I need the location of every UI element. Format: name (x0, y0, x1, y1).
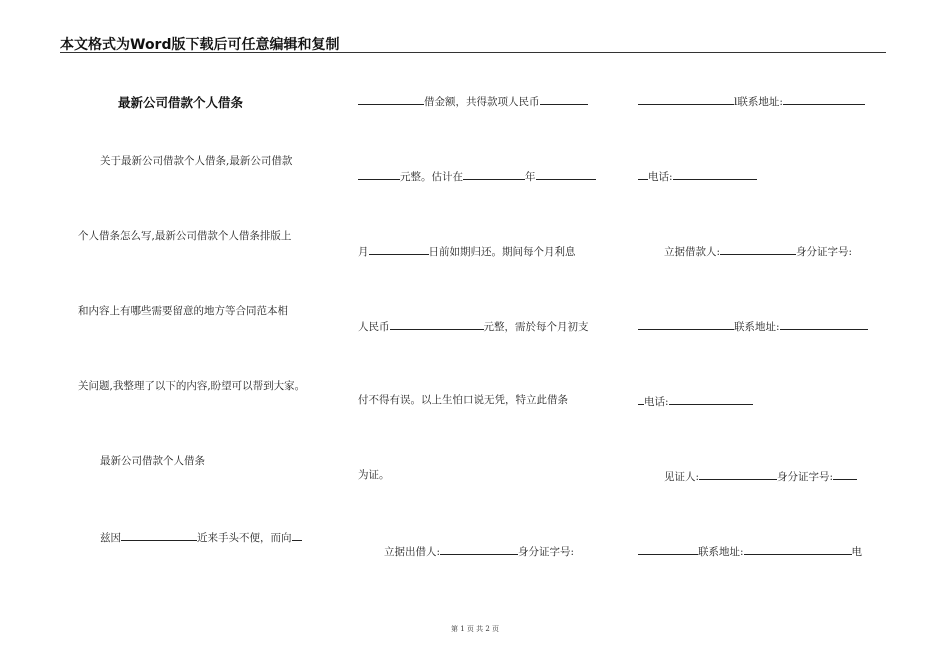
col3-line-5 (638, 393, 753, 409)
col3-line-4 (638, 318, 868, 334)
col2-line-4-a: 人民币 (358, 321, 390, 333)
blank-lender-phone (673, 168, 757, 180)
col3-line-7-a: 联系地址: (698, 546, 744, 558)
blank-borrower-id (638, 318, 734, 330)
blank-interest (390, 318, 484, 330)
col2-line-7 (384, 543, 574, 559)
col2-line-2-a: 元整。估计在 (400, 171, 463, 183)
col2-line-2 (358, 168, 596, 184)
blank-lender-id (638, 93, 734, 105)
col3-line-1 (638, 93, 865, 109)
document-title: 最新公司借款个人借条 (118, 95, 244, 110)
blank-lender-address-2 (638, 168, 648, 180)
col3-line-6-b: 身分证字号: (777, 471, 834, 483)
blank-reason (121, 529, 197, 541)
col1-line-2: 个人借条怎么写,最新公司借款个人借条排版上 (78, 230, 292, 242)
page-number: 第 1 页 共 2 页 (450, 625, 500, 633)
blank-lender-name (292, 529, 302, 541)
col2-line-4-b: 元整，需於每个月初支 (483, 321, 589, 333)
col2-line-4 (358, 318, 589, 334)
col2-line-1 (358, 93, 588, 109)
blank-borrower-address (780, 318, 868, 330)
col1-line-1: 关于最新公司借款个人借条,最新公司借款 (100, 155, 293, 167)
col3-line-3-b: 身分证字号: (796, 246, 853, 258)
page-header: 本文格式为Word版下载后可任意编辑和复制 (60, 37, 340, 53)
col2-line-2-b: 年 (525, 171, 536, 183)
blank-witness-id (833, 468, 857, 480)
col3-line-1-a: l联系地址: (734, 96, 783, 108)
col2-line-7-b: 身分证字号: (518, 546, 575, 558)
col2-line-3-b: 日前如期归还。期间每个月利息 (428, 246, 576, 258)
col2-line-6: 为证。 (358, 469, 390, 481)
col2-line-5: 付不得有误。以上生怕口说无凭，特立此借条 (358, 394, 568, 406)
col3-line-5-a: 电话: (644, 396, 669, 408)
col3-line-3-a: 立据借款人: (664, 246, 721, 258)
col3-line-7 (638, 543, 862, 559)
col3-line-2-a: 电话: (648, 171, 673, 183)
col1-line-3: 和内容上有哪些需要留意的地方等合同范本相 (78, 305, 288, 317)
blank-borrower-signature (720, 243, 796, 255)
col1-line-6-a: 兹因 (100, 532, 121, 544)
col1-line-5: 最新公司借款个人借条 (100, 455, 205, 467)
col3-line-3 (664, 243, 852, 259)
blank-amount (358, 168, 400, 180)
col1-line-6 (100, 529, 302, 545)
col3-line-7-b: 电 (851, 546, 863, 558)
blank-year-2 (536, 168, 596, 180)
header-divider (60, 52, 886, 53)
blank-lender-signature (440, 543, 518, 555)
col3-line-2 (638, 168, 757, 184)
blank-month (369, 243, 429, 255)
col2-line-3 (358, 243, 576, 259)
blank-amount-words (540, 93, 588, 105)
blank-witness-address (744, 543, 852, 555)
blank-witness-signature (699, 468, 777, 480)
col3-line-6 (664, 468, 857, 484)
col2-line-3-a: 月 (358, 246, 369, 258)
col1-line-6-b: 近来手头不便，而向 (197, 532, 292, 544)
blank-lender (358, 93, 424, 105)
col2-line-7-a: 立据出借人: (384, 546, 441, 558)
col3-line-4-a: 联系地址: (734, 321, 780, 333)
blank-witness-id-2 (638, 543, 698, 555)
blank-lender-address (783, 93, 865, 105)
blank-borrower-phone (669, 393, 753, 405)
col1-line-4: 关问题,我整理了以下的内容,盼望可以帮到大家。 (78, 380, 306, 392)
col2-line-1-text: 借金额，共得款项人民币 (424, 96, 540, 108)
blank-year (463, 168, 525, 180)
col3-line-6-a: 见证人: (664, 471, 700, 483)
